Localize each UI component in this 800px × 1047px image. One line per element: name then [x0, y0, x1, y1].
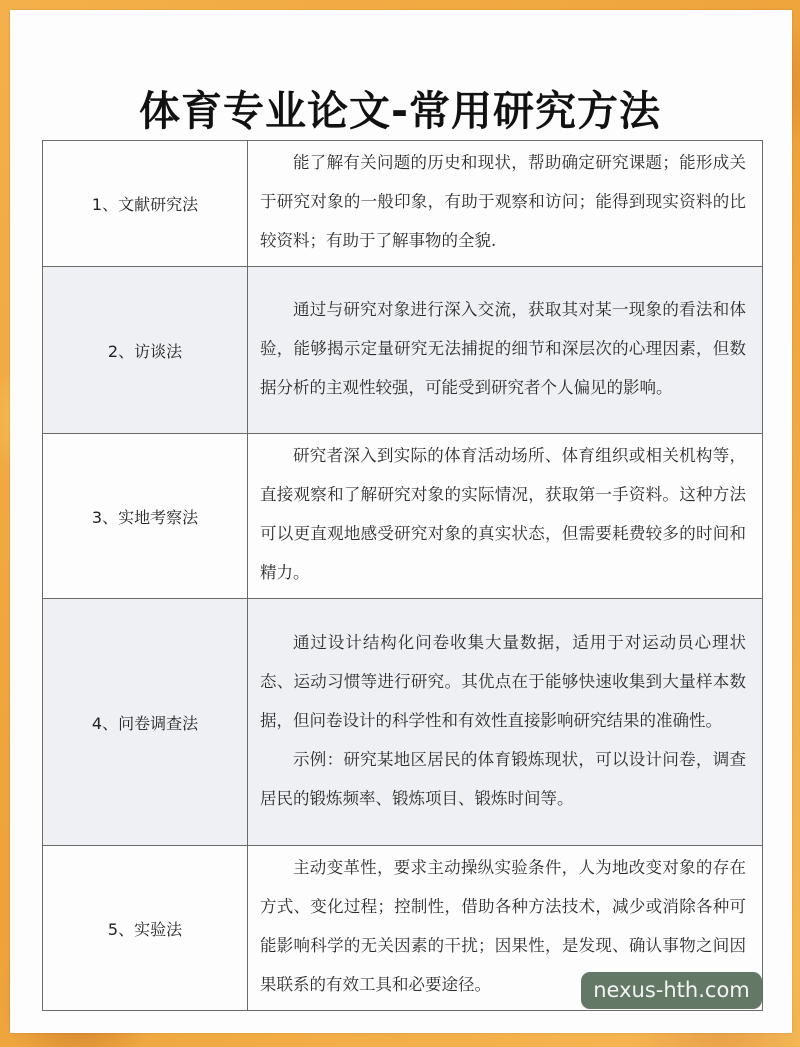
description-paragraph: 能了解有关问题的历史和现状，帮助确定研究课题；能形成关于研究对象的一般印象，有助于观察和访问；能得到现实资料的比较资料；有助于了解事物的全貌.: [260, 153, 746, 250]
description-paragraph: 研究者深入到实际的体育活动场所、体育组织或相关机构等，直接观察和了解研究对象的实际情况，获取第一手资料。这种方法可以更直观地感受研究对象的真实状态，但需要耗费较多的时间和精力。: [260, 446, 746, 582]
table-row-interview: [43, 267, 763, 434]
example-paragraph: 示例：研究某地区居民的体育锻炼现状，可以设计问卷，调查居民的锻炼频率、锻炼项目、锻炼时间等。: [260, 749, 746, 808]
method-name: 2、访谈法: [43, 267, 248, 434]
table-row-literature: [43, 141, 763, 267]
method-description: [248, 599, 763, 846]
method-name: 4、问卷调查法: [43, 599, 248, 846]
method-description: [248, 267, 763, 434]
table-row-field-study: [43, 434, 763, 599]
method-name: 1、文献研究法: [43, 141, 248, 267]
research-methods-table: [42, 140, 763, 1011]
method-name: 5、实验法: [43, 846, 248, 1011]
method-description: [248, 434, 763, 599]
watermark-badge: nexus-hth.com: [581, 972, 762, 1009]
method-name: 3、实地考察法: [43, 434, 248, 599]
table-row-questionnaire: [43, 599, 763, 846]
page-title: 体育专业论文-常用研究方法: [138, 87, 661, 135]
description-paragraph: 主动变革性，要求主动操纵实验条件，人为地改变对象的存在方式、变化过程；控制性，借助各种方法技术，减少或消除各种可能影响科学的无关因素的干扰；因果性，是发现、确认事物之间因果联系的有效工具和必要途径。: [260, 858, 746, 994]
description-paragraph: 通过设计结构化问卷收集大量数据，适用于对运动员心理状态、运动习惯等进行研究。其优点在于能够快速收集到大量样本数据，但问卷设计的科学性和有效性直接影响研究结果的准确性。: [260, 632, 746, 730]
description-paragraph: 通过与研究对象进行深入交流，获取其对某一现象的看法和体验，能够揭示定量研究无法捕捉的细节和深层次的心理因素，但数据分析的主观性较强，可能受到研究者个人偏见的影响。: [260, 299, 746, 397]
method-description: [248, 141, 763, 267]
